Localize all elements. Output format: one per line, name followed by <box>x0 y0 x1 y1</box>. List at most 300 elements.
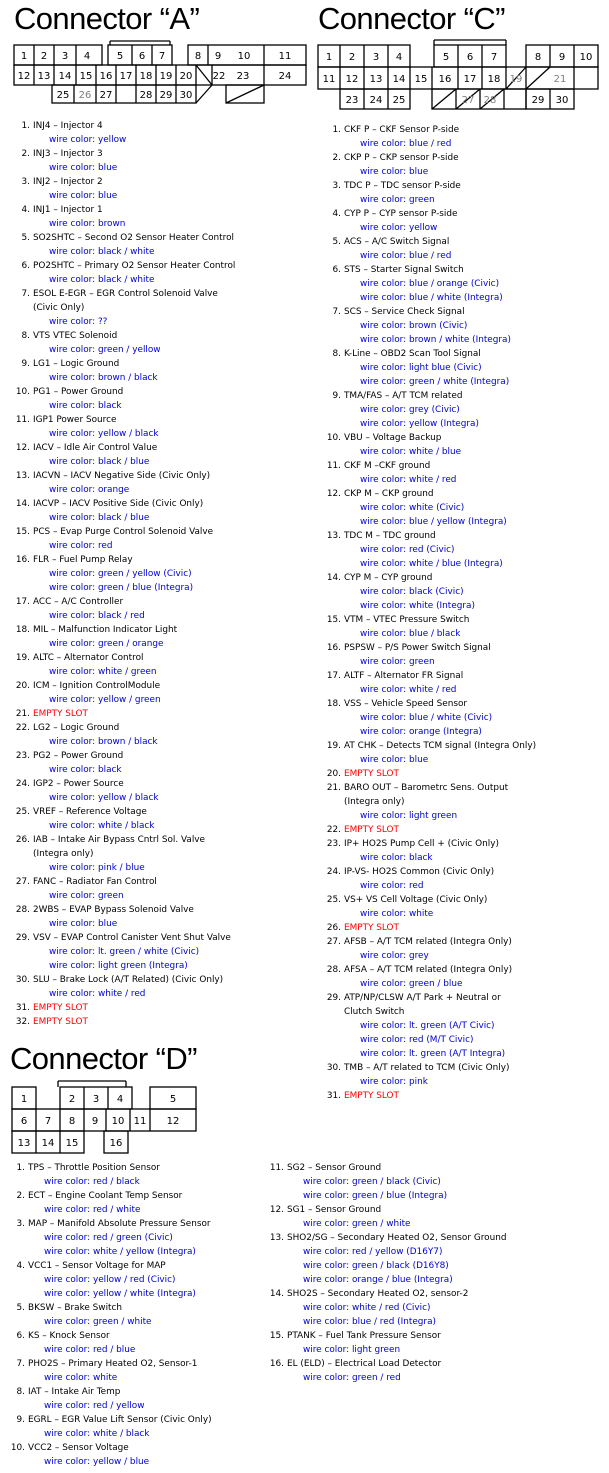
pin-number: 27. <box>15 877 30 887</box>
pin-label: 2 <box>68 1094 76 1105</box>
pin-label: 6 <box>466 52 474 63</box>
pin-label: 1 <box>20 1094 28 1105</box>
wire-color-label: wire color: orange (Integra) <box>360 727 482 737</box>
pin-description: IACVN – IACV Negative Side (Civic Only) <box>33 471 211 481</box>
wire-color-label: wire color: yellow / white (Integra) <box>44 1289 196 1299</box>
pin-description: VTM – VTEC Pressure Switch <box>344 615 470 625</box>
connector-d-pin-list-right <box>269 1161 507 1385</box>
wire-color-label: wire color: blue <box>360 755 429 765</box>
pin-entry <box>326 963 536 991</box>
pin-line <box>326 935 536 949</box>
pin-entry <box>326 571 536 613</box>
pin-entry <box>15 385 235 413</box>
pin-number: 15. <box>269 1331 284 1341</box>
pin-entry <box>15 777 235 805</box>
wire-color-label: wire color: green / black (Civic) <box>303 1177 441 1187</box>
pin-description: IACVP – IACV Positive Side (Civic Only) <box>33 499 204 509</box>
pin-label: 24 <box>369 95 383 106</box>
wire-color-label: wire color: green <box>49 891 124 901</box>
pin-entry <box>326 837 536 865</box>
wire-color-label: wire color: white / red (Civic) <box>303 1303 431 1313</box>
pin-entry <box>326 431 536 459</box>
pin-line <box>326 529 536 543</box>
pin-label: 7 <box>158 51 166 62</box>
pin-description: FLR – Fuel Pump Relay <box>33 555 133 565</box>
wire-color-label: wire color: blue <box>49 163 118 173</box>
pin-entry <box>21 231 235 259</box>
pin-entry <box>269 1329 506 1357</box>
pin-number: 14. <box>326 573 341 583</box>
pin-entry <box>15 833 235 875</box>
wire-color-label: wire color: white / blue <box>360 447 462 457</box>
pin-entry <box>332 207 536 235</box>
pin-description: ALTF – Alternator FR Signal <box>344 671 464 681</box>
pin-number: 25. <box>326 895 341 905</box>
empty-slot-label: EMPTY SLOT <box>33 1003 88 1013</box>
pin-line <box>15 931 235 945</box>
pin-description: IAB – Intake Air Bypass Cntrl Sol. Valve <box>33 835 206 845</box>
wire-color-label: wire color: yellow / black <box>49 429 159 439</box>
wire-color-label: wire color: black / blue <box>49 457 150 467</box>
wire-color-label: wire color: blue <box>49 191 118 201</box>
pin-entry <box>326 893 536 921</box>
pin-entry <box>332 179 536 207</box>
pin-number: 29. <box>15 933 30 943</box>
pin-description: TMB – A/T related to TCM (Civic Only) <box>344 1063 510 1073</box>
pin-entry <box>21 175 235 203</box>
pin-line <box>332 389 536 403</box>
pin-label: 4 <box>116 1094 124 1105</box>
pin-number: 3. <box>21 177 30 187</box>
pin-description: TDC M – TDC ground <box>344 531 436 541</box>
wire-color-label: wire color: black <box>49 765 122 775</box>
pin-line <box>16 1385 212 1399</box>
pin-line <box>15 903 235 917</box>
pin-entry <box>16 1189 212 1217</box>
pin-entry <box>326 487 536 529</box>
wire-color-label: wire color: red <box>49 541 113 551</box>
pin-entry <box>16 1413 212 1441</box>
pin-number: 14. <box>15 499 30 509</box>
pin-entry <box>332 235 536 263</box>
pin-entry <box>21 287 235 329</box>
pin-number: 13. <box>15 471 30 481</box>
wire-color-label: wire color: green / blue (Integra) <box>49 583 194 593</box>
pin-description: VREF – Reference Voltage <box>33 807 147 817</box>
pin-entry <box>15 441 235 469</box>
pin-line <box>21 203 235 217</box>
pin-label: 25 <box>392 95 406 106</box>
pin-entry <box>15 875 235 903</box>
pin-number: 11. <box>326 461 341 471</box>
pin-description: BARO OUT – Barometrc Sens. Output <box>344 783 509 793</box>
pin-line <box>269 1357 506 1371</box>
wire-color-label: wire color: pink <box>360 1077 428 1087</box>
pin-number: 8. <box>332 349 341 359</box>
pin-label: 1 <box>20 51 28 62</box>
wire-color-label: wire color: black / white <box>49 247 155 257</box>
pin-number: 4. <box>21 205 30 215</box>
pin-label: 2 <box>40 51 48 62</box>
wire-color-label: wire color: green / yellow <box>49 345 161 355</box>
pin-description: BKSW – Brake Switch <box>28 1303 123 1313</box>
pin-number: 21. <box>326 783 341 793</box>
wire-color-label: wire color: green / blue (Integra) <box>303 1191 448 1201</box>
pin-entry <box>21 119 235 147</box>
pin-label: 11 <box>278 51 292 62</box>
wire-color-label: wire color: yellow / black <box>49 793 159 803</box>
wire-color-label: wire color: white / red <box>49 989 146 999</box>
pin-line <box>16 1413 212 1427</box>
pin-entry <box>269 1357 506 1385</box>
pin-label: 9 <box>214 51 222 62</box>
wire-color-label: wire color: lt. green (A/T Integra) <box>360 1049 506 1059</box>
pin-description: K-Line – OBD2 Scan Tool Signal <box>344 349 481 359</box>
wire-color-label: wire color: brown <box>49 219 126 229</box>
pin-number: 18. <box>326 699 341 709</box>
pin-entry <box>15 749 235 777</box>
pin-line <box>15 749 235 763</box>
pin-number: 1. <box>332 125 341 135</box>
pin-number: 20. <box>326 769 341 779</box>
pin-line <box>21 175 235 189</box>
pin-line <box>21 119 235 133</box>
pin-description: CKP P – CKP sensor P-side <box>344 153 459 163</box>
pin-line <box>15 553 235 567</box>
pin-label: 5 <box>169 1094 177 1105</box>
pin-description: CKF P – CKF Sensor P-side <box>344 125 460 135</box>
pin-description: PG2 – Power Ground <box>33 751 124 761</box>
pin-number: 25. <box>15 807 30 817</box>
wire-color-label: wire color: blue / black <box>360 629 461 639</box>
wire-color-label: wire color: red / green (Civic) <box>44 1233 173 1243</box>
wire-color-label: wire color: blue / yellow (Integra) <box>360 517 507 527</box>
wire-color-label: wire color: blue / red <box>360 251 452 261</box>
pin-label: 10 <box>579 52 593 63</box>
pin-line <box>326 837 536 851</box>
connector-a-title: Connector “A” <box>14 1 200 36</box>
wire-color-label: wire color: blue / red <box>360 139 452 149</box>
pin-entry <box>16 1161 212 1189</box>
pin-number: 3. <box>332 181 341 191</box>
pin-line <box>332 207 536 221</box>
pin-entry <box>15 525 235 553</box>
empty-slot-label: EMPTY SLOT <box>344 769 399 779</box>
pin-label: 15 <box>65 1138 79 1149</box>
pin-label: 9 <box>91 1116 99 1127</box>
wire-color-label: wire color: brown / black <box>49 737 158 747</box>
pin-number: 14. <box>269 1289 284 1299</box>
pin-entry <box>15 903 235 931</box>
pin-line <box>15 721 235 735</box>
pin-entry <box>326 767 536 781</box>
pin-line <box>16 1329 212 1343</box>
pin-number: 4. <box>16 1261 25 1271</box>
pin-label: 6 <box>20 1116 28 1127</box>
pin-entry <box>21 203 235 231</box>
pin-description: IGP2 – Power Source <box>33 779 124 789</box>
connector-d-diagram <box>10 1079 210 1159</box>
pin-line <box>332 151 536 165</box>
pin-entry <box>326 1061 536 1089</box>
wire-color-label: wire color: blue / orange (Civic) <box>360 279 500 289</box>
pin-line <box>15 441 235 455</box>
pin-entry <box>15 651 235 679</box>
pin-number: 24. <box>15 779 30 789</box>
pin-description-continued: (Civic Only) <box>33 303 85 313</box>
pin-line <box>21 329 235 343</box>
pin-entry <box>16 1301 212 1329</box>
wire-color-label: wire color: red / black <box>44 1177 140 1187</box>
pin-number: 13. <box>326 531 341 541</box>
pin-label: 27 <box>99 90 113 101</box>
pin-number: 26. <box>326 923 341 933</box>
empty-slot-label: EMPTY SLOT <box>344 825 399 835</box>
pin-line <box>15 1001 235 1015</box>
wire-color-label: wire color: white / yellow (Integra) <box>44 1247 196 1257</box>
pin-description: INJ4 – Injector 4 <box>33 121 103 131</box>
pin-number: 3. <box>16 1219 25 1229</box>
pin-label: 1 <box>325 52 333 63</box>
pin-description: AFSB – A/T TCM related (Integra Only) <box>344 937 512 947</box>
pin-label: 30 <box>179 90 193 101</box>
pin-entry <box>16 1217 212 1259</box>
pin-number: 4. <box>332 209 341 219</box>
pin-entry <box>326 697 536 739</box>
pin-label: 7 <box>490 52 498 63</box>
pin-entry <box>16 1385 212 1413</box>
pin-label: 3 <box>92 1094 100 1105</box>
pin-line <box>269 1161 506 1175</box>
pin-line <box>326 781 536 795</box>
pin-label: 4 <box>395 52 403 63</box>
pin-label: 5 <box>116 51 124 62</box>
pin-entry <box>326 1089 536 1103</box>
pin-entry <box>15 721 235 749</box>
wire-color-label: wire color: white / black <box>44 1429 150 1439</box>
pin-description: AFSA – A/T TCM related (Integra Only) <box>344 965 513 975</box>
pin-description: TDC P – TDC sensor P-side <box>344 181 461 191</box>
pin-label: 12 <box>17 71 31 82</box>
pin-label: 12 <box>345 74 359 85</box>
wire-color-label: wire color: pink / blue <box>49 863 145 873</box>
pin-number: 21. <box>15 709 30 719</box>
pin-line <box>326 641 536 655</box>
pin-entry <box>332 347 536 389</box>
wire-color-label: wire color: red / yellow (D16Y7) <box>303 1247 443 1257</box>
pin-label: 15 <box>414 74 428 85</box>
pin-number: 30. <box>326 1063 341 1073</box>
pin-label: 18 <box>139 71 153 82</box>
pin-entry <box>10 1441 212 1469</box>
pin-entry <box>15 469 235 497</box>
pin-number: 17. <box>326 671 341 681</box>
pin-description: IP-VS- HO2S Common (Civic Only) <box>344 867 495 877</box>
pin-description: INJ3 – Injector 3 <box>33 149 103 159</box>
pin-line <box>15 805 235 819</box>
pin-entry <box>15 805 235 833</box>
pin-label: 14 <box>58 71 72 82</box>
pin-entry <box>269 1231 507 1287</box>
wire-color-label: wire color: light green (Integra) <box>49 961 188 971</box>
pin-number: 9. <box>332 391 341 401</box>
pin-description: MIL – Malfunction Indicator Light <box>33 625 178 635</box>
wire-color-label: wire color: blue / red (Integra) <box>303 1317 436 1327</box>
pin-number: 2. <box>332 153 341 163</box>
pin-line <box>15 525 235 539</box>
pin-line <box>326 613 536 627</box>
wire-color-label: wire color: black / white <box>49 275 155 285</box>
wire-color-label: wire color: brown (Civic) <box>360 321 468 331</box>
wire-color-label: wire color: white / black <box>49 821 155 831</box>
pin-line <box>15 497 235 511</box>
pin-entry <box>15 413 235 441</box>
pin-entry <box>21 357 235 385</box>
wire-color-label: wire color: light green <box>303 1345 401 1355</box>
pin-line <box>332 179 536 193</box>
pin-label: 3 <box>61 51 69 62</box>
pin-line <box>15 469 235 483</box>
pin-line <box>269 1287 506 1301</box>
pin-line <box>269 1203 506 1217</box>
pin-description: SO2SHTC – Second O2 Sensor Heater Control <box>33 233 234 243</box>
pin-entry <box>326 669 536 697</box>
pin-line <box>326 893 536 907</box>
pin-description: PCS – Evap Purge Control Solenoid Valve <box>33 527 214 537</box>
wire-color-label: wire color: blue <box>360 167 429 177</box>
pin-label: 19 <box>509 74 523 85</box>
pin-line <box>21 231 235 245</box>
wire-color-label: wire color: blue / white (Integra) <box>360 293 503 303</box>
pin-number: 16. <box>326 643 341 653</box>
pin-description: VBU – Voltage Backup <box>344 433 442 443</box>
wire-color-label: wire color: light green <box>360 811 458 821</box>
pin-line <box>15 875 235 889</box>
pin-description: PSPSW – P/S Power Switch Signal <box>344 643 491 653</box>
pin-entry <box>15 497 235 525</box>
pin-number: 32. <box>15 1017 30 1027</box>
connector-a-diagram <box>12 43 312 105</box>
pin-number: 19. <box>15 653 30 663</box>
pin-entry <box>326 921 536 935</box>
pin-entry <box>332 123 536 151</box>
pin-number: 31. <box>326 1091 341 1101</box>
pin-label: 8 <box>68 1116 76 1127</box>
pin-label: 30 <box>555 95 569 106</box>
pin-entry <box>269 1161 506 1203</box>
pin-label: 26 <box>78 90 92 101</box>
pin-number: 11. <box>269 1163 284 1173</box>
pin-number: 12. <box>326 489 341 499</box>
wire-color-label: wire color: brown / white (Integra) <box>360 335 511 345</box>
pin-description: LG2 – Logic Ground <box>33 723 120 733</box>
pin-line <box>326 669 536 683</box>
pin-label: 15 <box>79 71 93 82</box>
pin-label: 23 <box>236 71 250 82</box>
pin-number: 6. <box>332 265 341 275</box>
pin-description: CKP M – CKP ground <box>344 489 434 499</box>
wire-color-label: wire color: lt. green (A/T Civic) <box>360 1021 495 1031</box>
pin-line <box>326 459 536 473</box>
pin-line <box>269 1329 506 1343</box>
pin-number: 10. <box>326 433 341 443</box>
wire-color-label: wire color: green / red <box>303 1373 401 1383</box>
pin-entry <box>326 781 536 823</box>
empty-slot-label: EMPTY SLOT <box>33 1017 88 1027</box>
pin-line <box>21 147 235 161</box>
wire-color-label: wire color: red / yellow <box>44 1401 145 1411</box>
pin-description: ALTC – Alternator Control <box>33 653 144 663</box>
pin-entry <box>326 739 537 767</box>
pin-line <box>326 1089 536 1103</box>
pin-description-continued: Clutch Switch <box>344 1007 405 1017</box>
pin-entry <box>326 529 536 571</box>
wire-color-label: wire color: white / green <box>49 667 157 677</box>
pin-description: AT CHK – Detects TCM signal (Integra Only) <box>344 741 537 751</box>
pin-entry <box>15 679 235 707</box>
pin-description: VCC2 – Sensor Voltage <box>28 1443 129 1453</box>
wire-color-label: wire color: green / orange <box>49 639 164 649</box>
pin-label: 29 <box>159 90 173 101</box>
wire-color-label: wire color: green <box>360 657 435 667</box>
wire-color-label: wire color: green / white (Integra) <box>360 377 510 387</box>
pin-entry <box>16 1259 212 1301</box>
pin-number: 17. <box>15 597 30 607</box>
pin-number: 6. <box>16 1331 25 1341</box>
pin-label: 28 <box>139 90 153 101</box>
pin-description-continued: (Integra only) <box>344 797 405 807</box>
pin-entry <box>15 973 235 1001</box>
pin-number: 29. <box>326 993 341 1003</box>
wire-color-label: wire color: yellow / red (Civic) <box>44 1275 176 1285</box>
pin-entry <box>15 1001 235 1015</box>
pin-line <box>15 707 235 721</box>
pin-label: 29 <box>531 95 545 106</box>
pin-description: PO2SHTC – Primary O2 Sensor Heater Control <box>33 261 236 271</box>
pin-label: 17 <box>463 74 477 85</box>
pin-description: ACS – A/C Switch Signal <box>344 237 450 247</box>
pin-description: VSV – EVAP Control Canister Vent Shut Valve <box>33 933 231 943</box>
pin-number: 28. <box>15 905 30 915</box>
empty-slot-label: EMPTY SLOT <box>344 923 399 933</box>
wire-color-label: wire color: green / yellow (Civic) <box>49 569 192 579</box>
pin-line <box>16 1301 212 1315</box>
pin-line <box>326 823 536 837</box>
wire-color-label: wire color: ?? <box>49 317 108 327</box>
pin-line <box>326 739 537 753</box>
pin-number: 1. <box>16 1163 25 1173</box>
empty-slot-label: EMPTY SLOT <box>33 709 88 719</box>
pin-line <box>326 767 536 781</box>
pin-description: EGRL – EGR Value Lift Sensor (Civic Only) <box>28 1415 212 1425</box>
pin-label: 16 <box>438 74 452 85</box>
pin-number: 16. <box>269 1359 284 1369</box>
wire-color-label: wire color: blue <box>49 919 118 929</box>
pin-description: FANC – Radiator Fan Control <box>33 877 157 887</box>
pin-line <box>326 963 536 977</box>
wire-color-label: wire color: yellow / blue <box>44 1457 150 1467</box>
pin-description: VS+ VS Cell Voltage (Civic Only) <box>344 895 488 905</box>
wire-color-label: wire color: red <box>360 881 424 891</box>
pin-entry <box>15 707 235 721</box>
pin-entry <box>269 1287 506 1329</box>
pin-description: TMA/FAS – A/T TCM related <box>344 391 463 401</box>
pin-number: 7. <box>16 1359 25 1369</box>
pin-description: TPS – Throttle Position Sensor <box>28 1163 160 1173</box>
pin-line <box>16 1161 212 1175</box>
pin-number: 31. <box>15 1003 30 1013</box>
pin-description: PHO2S – Primary Heated O2, Sensor-1 <box>28 1359 198 1369</box>
